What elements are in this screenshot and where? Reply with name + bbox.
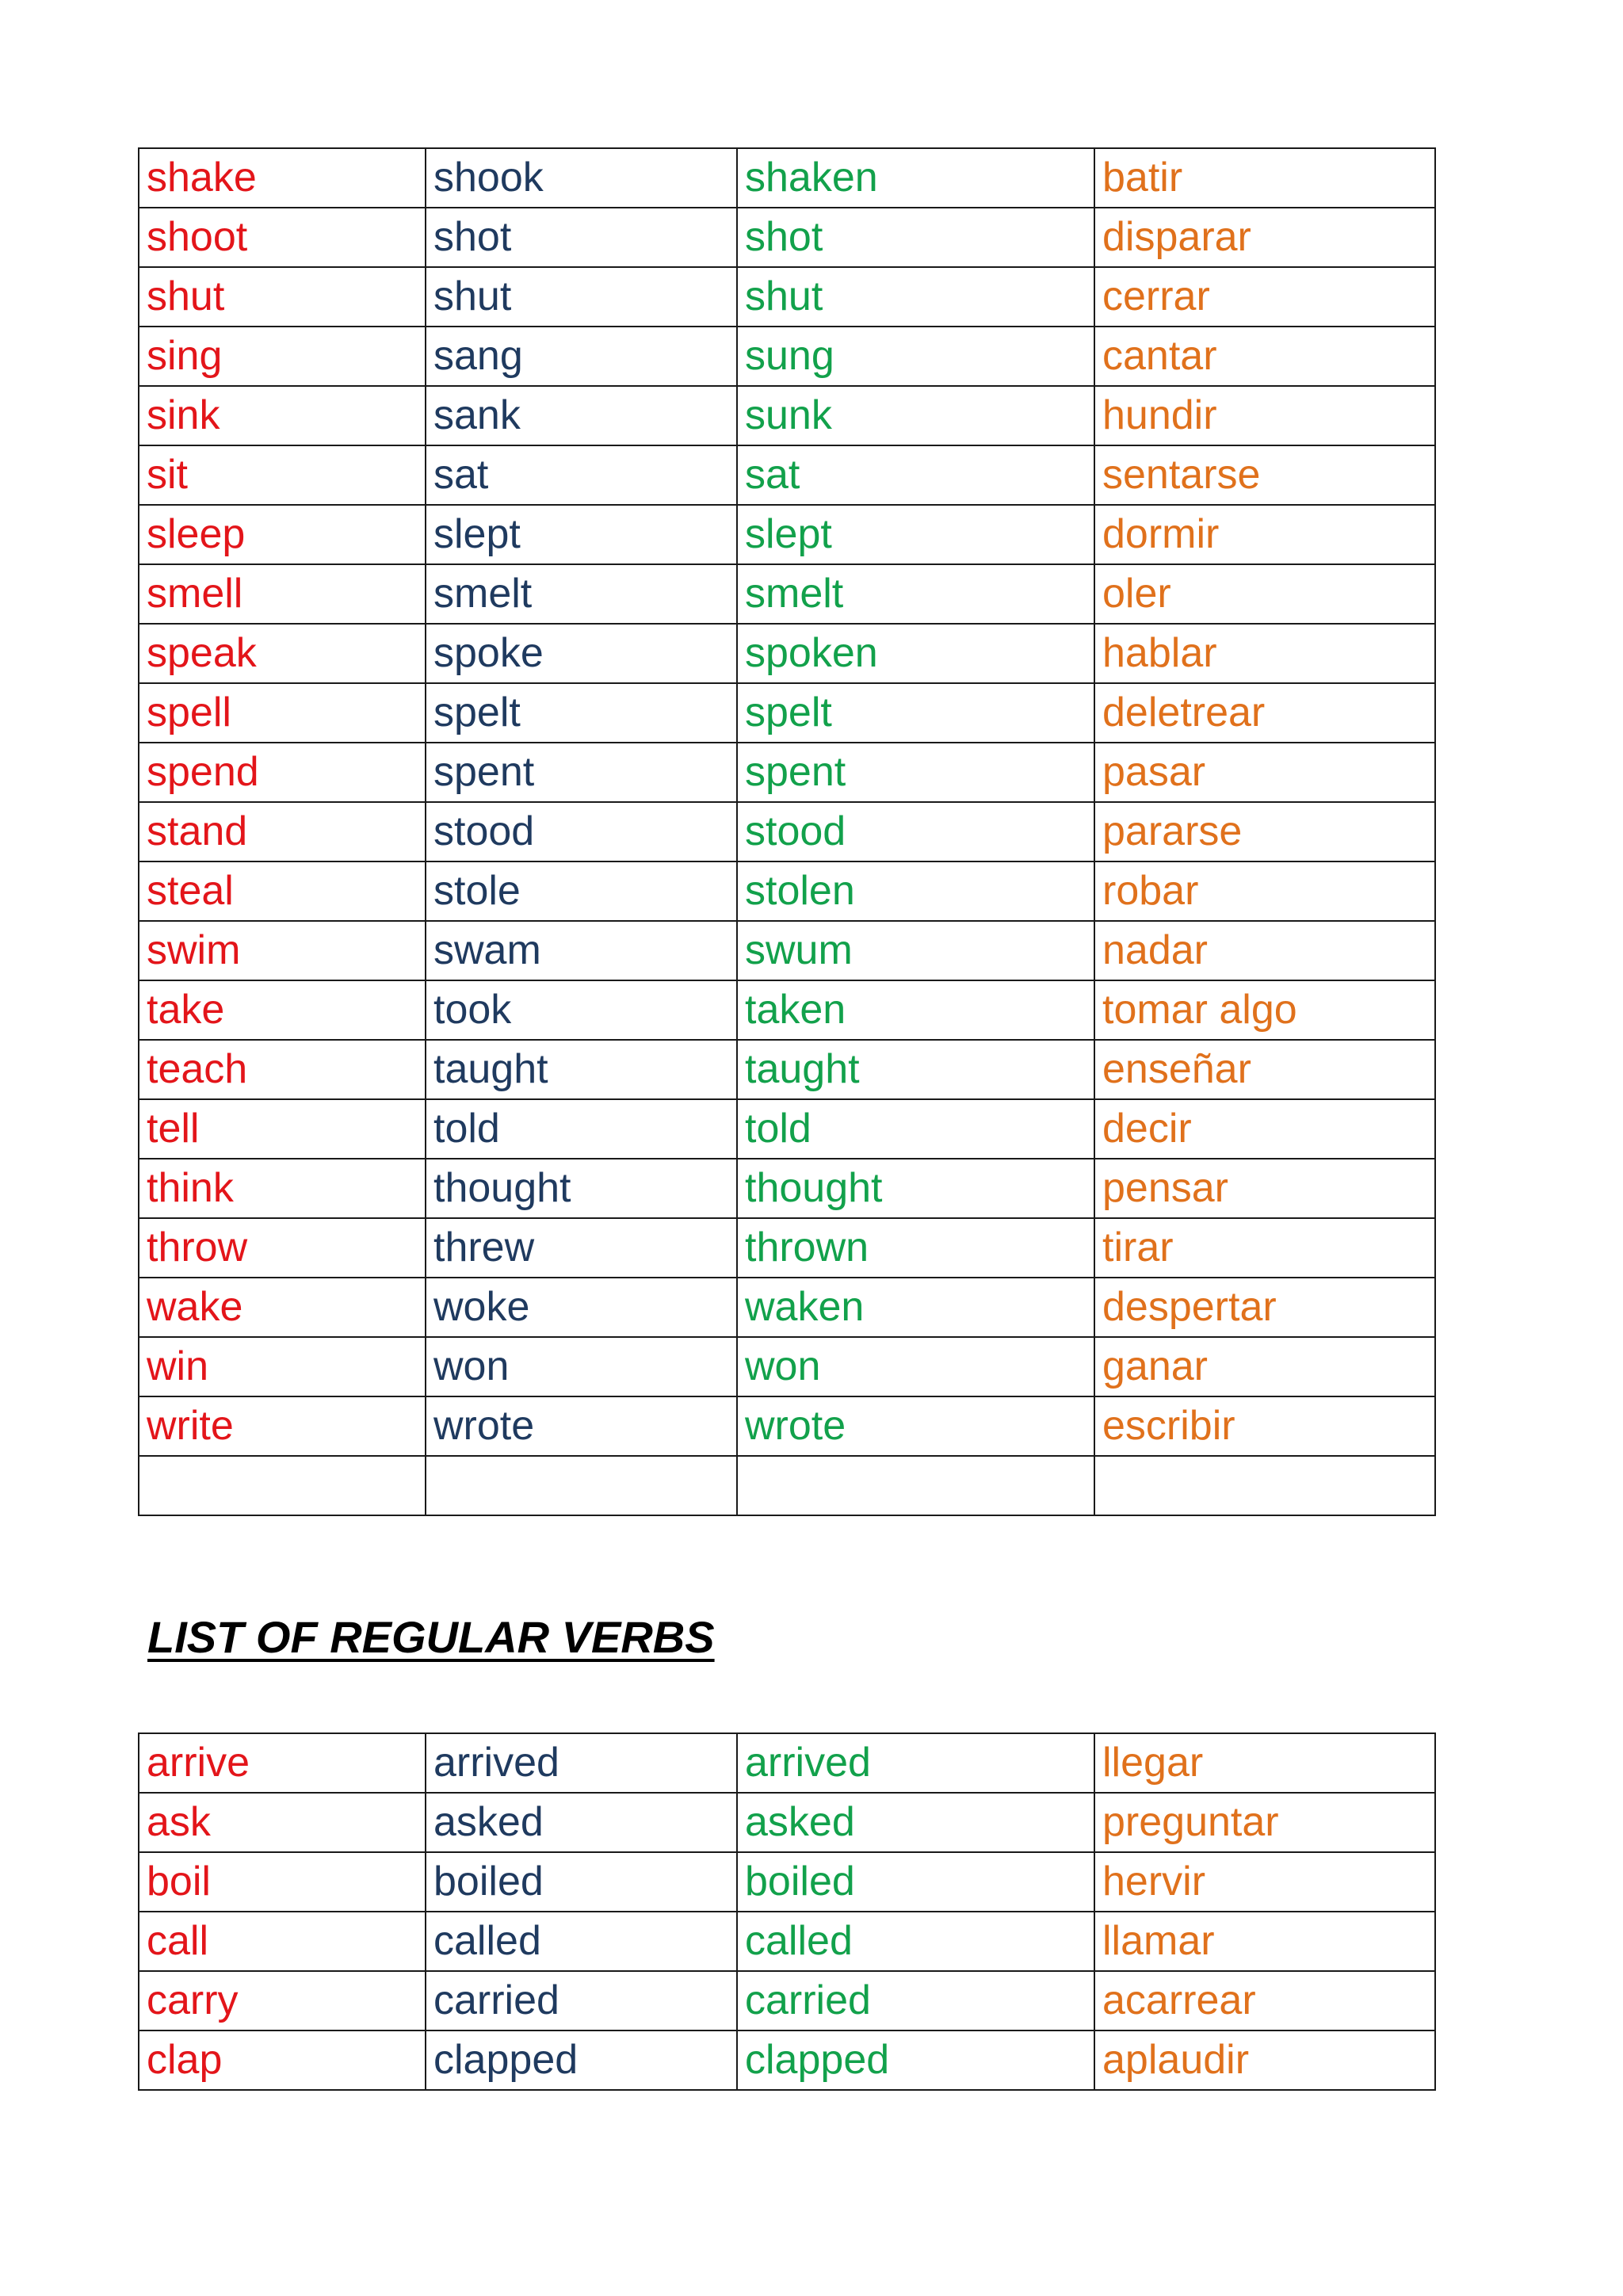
infinitive-cell: sleep [139,505,426,564]
spanish-translation-cell: nadar [1094,921,1435,980]
past-participle-cell: waken [737,1278,1094,1337]
past-simple-cell: slept [426,505,737,564]
regular-verbs-heading: LIST OF REGULAR VERBS [147,1612,715,1662]
infinitive-cell: sit [139,445,426,505]
past-participle-cell: told [737,1099,1094,1159]
spanish-translation-cell: cantar [1094,327,1435,386]
past-participle-cell [737,1456,1094,1515]
infinitive-cell: shake [139,148,426,208]
past-participle-cell: sat [737,445,1094,505]
verb-row [139,861,1435,921]
verb-row [139,564,1435,624]
verb-row [139,445,1435,505]
spanish-translation-cell: escribir [1094,1396,1435,1456]
spanish-translation-cell: preguntar [1094,1793,1435,1852]
spanish-translation-cell: decir [1094,1099,1435,1159]
verb-row [139,208,1435,267]
verb-row [139,2030,1435,2090]
infinitive-cell: shut [139,267,426,327]
past-simple-cell: woke [426,1278,737,1337]
past-participle-cell: spoken [737,624,1094,683]
past-simple-cell: sank [426,386,737,445]
past-simple-cell: arrived [426,1733,737,1793]
infinitive-cell: stand [139,802,426,861]
verb-row [139,802,1435,861]
past-participle-cell: smelt [737,564,1094,624]
past-participle-cell: shaken [737,148,1094,208]
verb-row [139,1912,1435,1971]
past-participle-cell: thrown [737,1218,1094,1278]
past-participle-cell: carried [737,1971,1094,2030]
infinitive-cell: ask [139,1793,426,1852]
past-simple-cell: clapped [426,2030,737,2090]
verb-row [139,267,1435,327]
past-simple-cell: asked [426,1793,737,1852]
past-simple-cell: shut [426,267,737,327]
past-participle-cell: swum [737,921,1094,980]
verb-row [139,1852,1435,1912]
infinitive-cell: shoot [139,208,426,267]
past-simple-cell: told [426,1099,737,1159]
past-simple-cell: swam [426,921,737,980]
spanish-translation-cell: tirar [1094,1218,1435,1278]
spanish-translation-cell: batir [1094,148,1435,208]
past-participle-cell: taught [737,1040,1094,1099]
past-participle-cell: boiled [737,1852,1094,1912]
past-participle-cell: won [737,1337,1094,1396]
past-participle-cell: shot [737,208,1094,267]
verb-row [139,624,1435,683]
past-simple-cell: boiled [426,1852,737,1912]
spanish-translation-cell: sentarse [1094,445,1435,505]
verb-row [139,743,1435,802]
spanish-translation-cell: hablar [1094,624,1435,683]
verb-row [139,1218,1435,1278]
spanish-translation-cell: cerrar [1094,267,1435,327]
verb-row [139,1733,1435,1793]
past-participle-cell: clapped [737,2030,1094,2090]
spanish-translation-cell: tomar algo [1094,980,1435,1040]
past-simple-cell: stood [426,802,737,861]
infinitive-cell: swim [139,921,426,980]
past-participle-cell: spelt [737,683,1094,743]
infinitive-cell: take [139,980,426,1040]
verb-row [139,1971,1435,2030]
infinitive-cell: boil [139,1852,426,1912]
spanish-translation-cell: llegar [1094,1733,1435,1793]
past-simple-cell: took [426,980,737,1040]
spanish-translation-cell: pasar [1094,743,1435,802]
spanish-translation-cell: oler [1094,564,1435,624]
verb-row [139,921,1435,980]
verb-row [139,980,1435,1040]
past-simple-cell: taught [426,1040,737,1099]
past-simple-cell: won [426,1337,737,1396]
spanish-translation-cell: aplaudir [1094,2030,1435,2090]
spanish-translation-cell: deletrear [1094,683,1435,743]
spanish-translation-cell: ganar [1094,1337,1435,1396]
infinitive-cell: clap [139,2030,426,2090]
infinitive-cell: sink [139,386,426,445]
regular-verbs-body [139,1733,1435,2090]
past-participle-cell: spent [737,743,1094,802]
past-simple-cell: spoke [426,624,737,683]
spanish-translation-cell: pensar [1094,1159,1435,1218]
past-simple-cell: wrote [426,1396,737,1456]
past-simple-cell: thought [426,1159,737,1218]
past-simple-cell: smelt [426,564,737,624]
past-participle-cell: stolen [737,861,1094,921]
verb-row [139,386,1435,445]
spanish-translation-cell [1094,1456,1435,1515]
infinitive-cell: teach [139,1040,426,1099]
spanish-translation-cell: robar [1094,861,1435,921]
past-participle-cell: called [737,1912,1094,1971]
past-participle-cell: slept [737,505,1094,564]
verb-row [139,1159,1435,1218]
infinitive-cell: spend [139,743,426,802]
spanish-translation-cell: llamar [1094,1912,1435,1971]
spanish-translation-cell: enseñar [1094,1040,1435,1099]
infinitive-cell: smell [139,564,426,624]
irregular-verbs-body [139,148,1435,1515]
verb-row [139,1396,1435,1456]
infinitive-cell: tell [139,1099,426,1159]
spanish-translation-cell: hervir [1094,1852,1435,1912]
past-participle-cell: thought [737,1159,1094,1218]
infinitive-cell: call [139,1912,426,1971]
past-simple-cell: shot [426,208,737,267]
past-simple-cell: sang [426,327,737,386]
infinitive-cell: wake [139,1278,426,1337]
past-simple-cell: sat [426,445,737,505]
spanish-translation-cell: dormir [1094,505,1435,564]
past-participle-cell: sunk [737,386,1094,445]
infinitive-cell [139,1456,426,1515]
past-simple-cell: shook [426,148,737,208]
past-participle-cell: wrote [737,1396,1094,1456]
infinitive-cell: steal [139,861,426,921]
past-simple-cell: spelt [426,683,737,743]
spanish-translation-cell: pararse [1094,802,1435,861]
infinitive-cell: speak [139,624,426,683]
verb-row [139,1456,1435,1515]
past-simple-cell: stole [426,861,737,921]
infinitive-cell: write [139,1396,426,1456]
infinitive-cell: sing [139,327,426,386]
verb-row [139,1099,1435,1159]
past-participle-cell: shut [737,267,1094,327]
infinitive-cell: win [139,1337,426,1396]
regular-verbs-table [138,1733,1436,2091]
past-simple-cell: threw [426,1218,737,1278]
past-simple-cell [426,1456,737,1515]
spanish-translation-cell: hundir [1094,386,1435,445]
spanish-translation-cell: disparar [1094,208,1435,267]
infinitive-cell: carry [139,1971,426,2030]
verb-row [139,327,1435,386]
infinitive-cell: think [139,1159,426,1218]
irregular-verbs-table [138,147,1436,1516]
verb-row [139,1793,1435,1852]
past-simple-cell: carried [426,1971,737,2030]
spanish-translation-cell: acarrear [1094,1971,1435,2030]
verb-row [139,148,1435,208]
verb-row [139,1337,1435,1396]
infinitive-cell: spell [139,683,426,743]
past-participle-cell: asked [737,1793,1094,1852]
verb-row [139,505,1435,564]
spanish-translation-cell: despertar [1094,1278,1435,1337]
past-participle-cell: arrived [737,1733,1094,1793]
verb-row [139,1278,1435,1337]
past-participle-cell: stood [737,802,1094,861]
past-participle-cell: taken [737,980,1094,1040]
infinitive-cell: throw [139,1218,426,1278]
past-simple-cell: called [426,1912,737,1971]
past-simple-cell: spent [426,743,737,802]
verb-row [139,683,1435,743]
verb-row [139,1040,1435,1099]
infinitive-cell: arrive [139,1733,426,1793]
past-participle-cell: sung [737,327,1094,386]
